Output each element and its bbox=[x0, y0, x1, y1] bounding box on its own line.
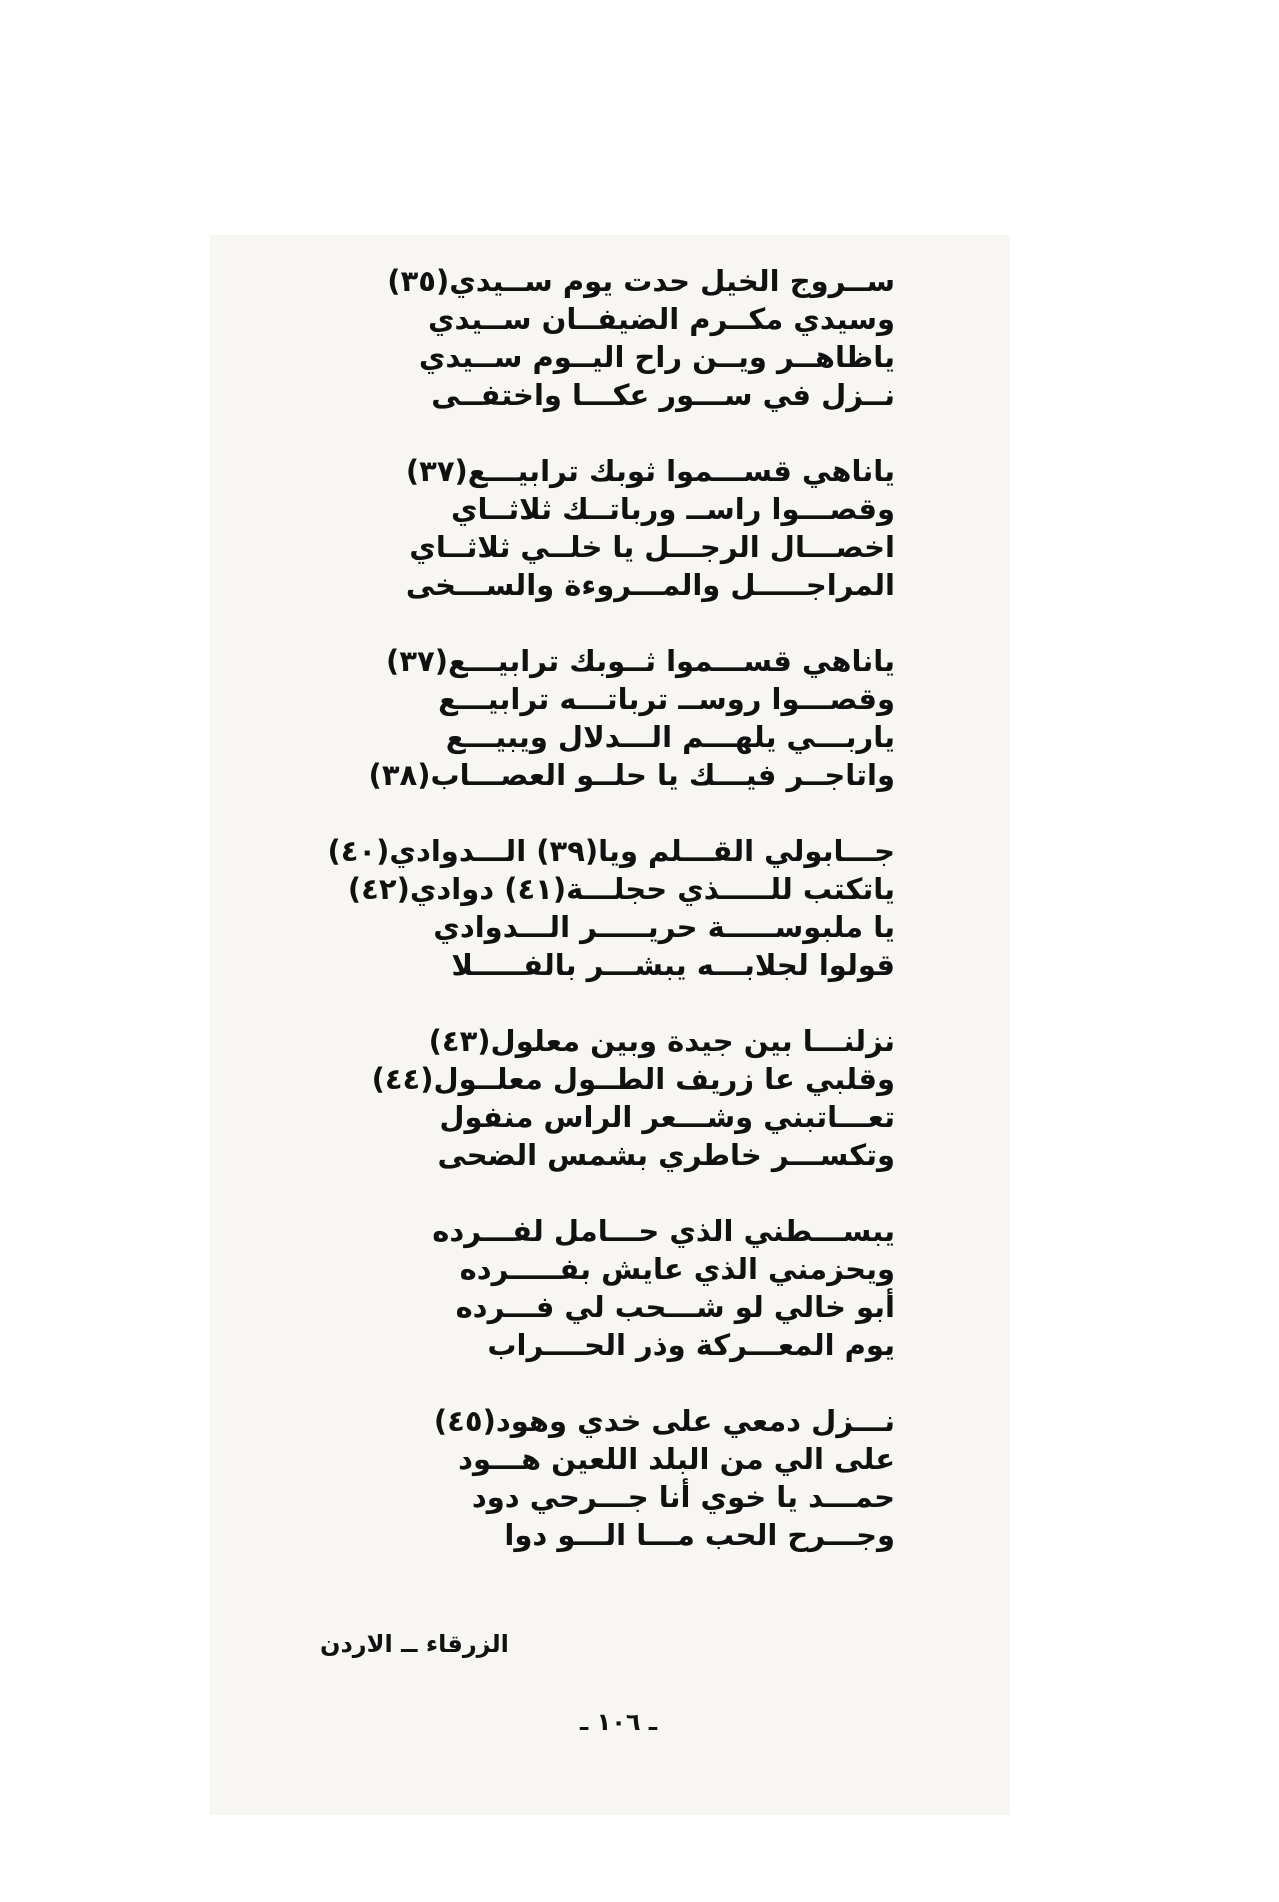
verse-line: تعـــاتبني وشـــعر الراس منفول bbox=[439, 1100, 895, 1134]
verse-line: وجـــرح الحب مـــا الـــو دوا bbox=[504, 1518, 895, 1552]
stanza-6 bbox=[395, 1212, 895, 1364]
place-signature: الزرقاء ــ الاردن bbox=[320, 1630, 509, 1658]
verse-line: على الي من البلد اللعين هـــود bbox=[458, 1442, 895, 1476]
stanza-2 bbox=[395, 452, 895, 604]
verse-line: المراجـــــل والمـــروءة والســـخى bbox=[405, 568, 895, 602]
verse-line: نزلنـــا بين جيدة وبين معلول(٤٣) bbox=[428, 1024, 895, 1058]
verse-line: يبســـطني الذي حـــامل لفـــرده bbox=[432, 1214, 895, 1248]
verse-line: ويحزمني الذي عايش بفـــــرده bbox=[459, 1252, 895, 1286]
verse-line: وقصـــوا راســ ورباتــك ثلاثــاي bbox=[450, 492, 895, 526]
verse-line: أبو خالي لو شـــحب لي فـــرده bbox=[455, 1290, 895, 1324]
verse-line: وسيدي مكــرم الضيفــان ســيدي bbox=[427, 302, 895, 336]
page-number: ـ ١٠٦ ـ bbox=[580, 1708, 658, 1736]
verse-line: نـــزل دمعي على خدي وهود(٤٥) bbox=[433, 1404, 895, 1438]
verse-line: ياتكتب للـــــذي حجلـــة(٤١) دوادي(٤٢) bbox=[347, 872, 895, 906]
verse-line: يا ملبوســـــة حريـــــر الـــدوادي bbox=[433, 910, 895, 944]
stanza-1 bbox=[387, 262, 895, 414]
verse-line: وقصـــوا روســ ترباتـــه ترابيـــع bbox=[438, 682, 895, 716]
poem-text bbox=[327, 262, 895, 1592]
verse-line: ســروج الخيل حدت يوم ســيدي(٣٥) bbox=[387, 264, 895, 298]
verse-line: ياناهي قســـموا ثــوبك ترابيـــع(٣٧) bbox=[386, 644, 895, 678]
verse-line: جـــابولي القـــلم ويا(٣٩) الـــدوادي(٤٠) bbox=[327, 834, 895, 868]
stanza-3 bbox=[368, 642, 895, 794]
verse-line: يوم المعـــركة وذر الحــــراب bbox=[487, 1328, 895, 1362]
verse-line: حمـــد يا خوي أنا جـــرحي دود bbox=[471, 1480, 895, 1514]
stanza-4 bbox=[327, 832, 895, 984]
verse-line: ياربـــي يلهـــم الـــدلال ويبيـــع bbox=[445, 720, 895, 754]
verse-line: ياناهي قســـموا ثوبك ترابيـــع(٣٧) bbox=[405, 454, 895, 488]
verse-line: وتكســـر خاطري بشمس الضحى bbox=[437, 1138, 895, 1172]
verse-line: نــزل في ســـور عكـــا واختفــى bbox=[431, 378, 895, 412]
verse-line: واتاجــر فيـــك يا حلــو العصـــاب(٣٨) bbox=[368, 758, 895, 792]
verse-line: اخصـــال الرجـــل يا خلــي ثلاثــاي bbox=[409, 530, 895, 564]
verse-line: قولوا لجلابـــه يبشـــر بالفـــــلا bbox=[451, 948, 895, 982]
verse-line: وقلبي عا زريف الطــول معلــول(٤٤) bbox=[371, 1062, 895, 1096]
stanza-7 bbox=[395, 1402, 895, 1554]
verse-line: ياظاهــر ويــن راح اليــوم ســيدي bbox=[418, 340, 895, 374]
stanza-5 bbox=[371, 1022, 895, 1174]
